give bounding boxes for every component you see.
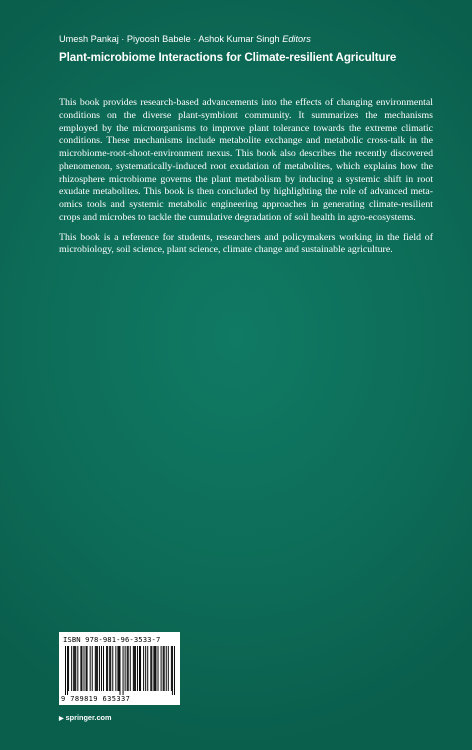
barcode-bar xyxy=(68,646,69,691)
barcode-bar xyxy=(150,646,151,691)
book-description xyxy=(59,97,433,264)
barcode-bar xyxy=(154,646,155,691)
editor-names: Umesh Pankaj · Piyoosh Babele · Ashok Kumar Singh xyxy=(59,34,280,44)
description-paragraph: This book provides research-based advancements into the effects of changing environmental conditions on the diverse plant-symbiont community. It summarizes the mechanisms employed by the microorganisms to improve plant tolerance towards the extreme climatic conditions. These mechanisms include metabolite exchange and metabolic cross-talk in the microbiome-root-shoot-environment nexus. This book also describes the recently discovered phenomenon, systematically-induced root exudation of metabolites, which explains how the rhizosphere microbiome governs the plant metabolism by inducing a systemic shift in root exudate metabolites. This book is then concluded by highlighting the role of advanced meta-omics tools and systemic metabolic engineering approaches in generating climate-resilient crops and microbes to tackle the cumulative degradation of soil health in agro-ecosystems. xyxy=(59,97,433,223)
barcode-bar xyxy=(107,646,108,691)
barcode-bar xyxy=(95,646,96,691)
editors-role: Editors xyxy=(282,34,311,44)
barcode-bar xyxy=(164,646,165,691)
barcode-bar xyxy=(143,646,144,691)
barcode-bar xyxy=(77,646,78,691)
barcode-bar xyxy=(110,646,111,691)
barcode-bar xyxy=(103,646,104,691)
barcode-bar xyxy=(123,646,124,695)
barcode-bar xyxy=(86,646,87,691)
arrow-icon: ▶ xyxy=(59,716,64,722)
barcode-bar xyxy=(109,646,110,691)
barcode-bar xyxy=(92,646,93,691)
barcode-bar xyxy=(128,646,129,691)
barcode-bar xyxy=(168,646,169,691)
barcode-bar xyxy=(147,646,148,691)
ean-digits: 9 789819 635337 xyxy=(61,695,131,703)
barcode-bar xyxy=(101,646,102,691)
barcode-bar xyxy=(153,646,154,691)
barcode-icon xyxy=(65,646,175,695)
barcode-bar xyxy=(67,646,68,695)
barcode-bar xyxy=(155,646,156,691)
publisher-site: springer.com xyxy=(65,713,112,722)
barcode-bar xyxy=(137,646,138,691)
barcode-bar xyxy=(171,646,172,691)
barcode-bar xyxy=(71,646,72,691)
barcode-bar xyxy=(133,646,134,691)
barcode-bar xyxy=(134,646,135,691)
barcode-bar xyxy=(65,646,66,695)
barcode-bar xyxy=(135,646,136,691)
barcode-bar xyxy=(106,646,107,691)
barcode-bar xyxy=(172,646,173,695)
barcode-bar xyxy=(130,646,131,691)
barcode-bar xyxy=(140,646,141,691)
publisher-link[interactable] xyxy=(59,713,111,722)
editors-line xyxy=(59,34,459,44)
barcode-bar xyxy=(84,646,85,691)
description-paragraph: This book is a reference for students, researchers and policymakers working in the field of microbiology, soil science, plant science, climate change and sustainable agriculture. xyxy=(59,231,433,256)
barcode-bar xyxy=(139,646,140,691)
barcode-bar xyxy=(117,646,118,691)
barcode-bar xyxy=(75,646,76,691)
barcode-bar xyxy=(90,646,91,691)
barcode-bar xyxy=(73,646,74,691)
barcode-bar xyxy=(115,646,116,691)
book-title: Plant-microbiome Interactions for Climate-resilient Agriculture xyxy=(59,51,397,64)
barcode-bar xyxy=(96,646,97,691)
barcode-bar xyxy=(80,646,81,691)
barcode-bar xyxy=(127,646,128,691)
isbn-label: ISBN 978-981-96-3533-7 xyxy=(63,635,161,644)
barcode-bar xyxy=(163,646,164,691)
barcode-bar xyxy=(81,646,82,691)
barcode-bar xyxy=(112,646,113,691)
barcode-bar xyxy=(99,646,100,691)
barcode-bar xyxy=(74,646,75,691)
barcode-bar xyxy=(119,646,120,695)
barcode-bar xyxy=(118,646,119,691)
barcode-bar xyxy=(158,646,159,691)
isbn-barcode-box xyxy=(59,632,180,705)
barcode-bar xyxy=(174,646,175,695)
barcode-bar xyxy=(87,646,88,691)
barcode-bar xyxy=(161,646,162,691)
barcode-bar xyxy=(151,646,152,691)
barcode-bar xyxy=(97,646,98,691)
barcode-bar xyxy=(166,646,167,691)
barcode-bar xyxy=(125,646,126,691)
barcode-bar xyxy=(145,646,146,691)
